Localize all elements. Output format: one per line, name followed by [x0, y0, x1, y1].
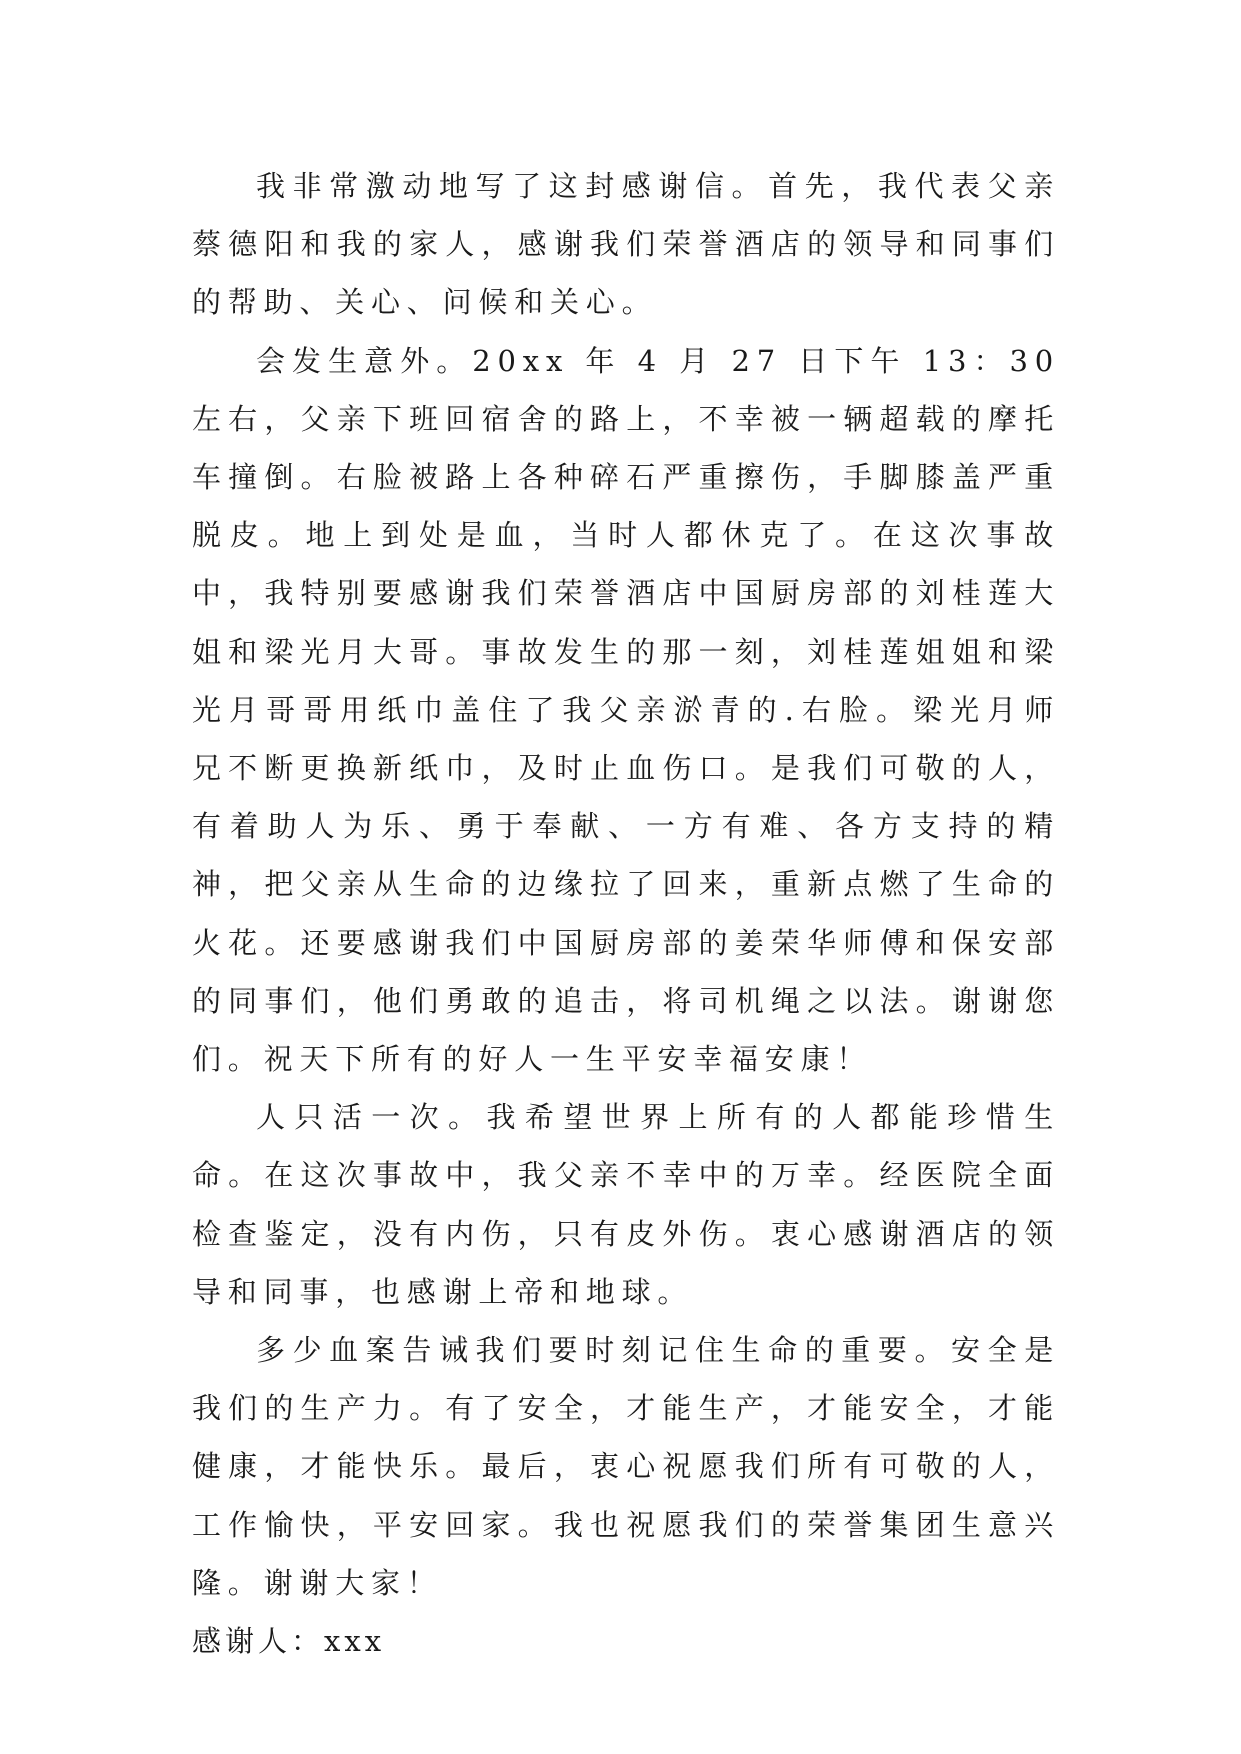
letter-body: [192, 157, 1060, 1670]
paragraph-reflection: 人只活一次。我希望世界上所有的人都能珍惜生命。在这次事故中，我父亲不幸中的万幸。经医院全面检查鉴定，没有内伤，只有皮外伤。衷心感谢酒店的领导和同事，也感谢上帝和地球。: [192, 1100, 1060, 1309]
signature-line: 感谢人：xxx: [192, 1624, 386, 1659]
paragraph-accident: 会发生意外。20xx 年 4 月 27 日下午 13：30 左右，父亲下班回宿舍的路上，不幸被一辆超载的摩托车撞倒。右脸被路上各种碎石严重擦伤，手脚膝盖严重脱皮。地上到处是血，当时人都休克了。在这次事故中，我特别要感谢我们荣誉酒店中国厨房部的刘桂莲大姐和梁光月大哥。事故发生的那一刻，刘桂莲姐姐和梁光月哥哥用纸巾盖住了我父亲淤青的.右脸。梁光月师兄不断更换新纸巾，及时止血伤口。是我们可敬的人，有着助人为乐、勇于奉献、一方有难、各方支持的精神，把父亲从生命的边缘拉了回来，重新点燃了生命的火花。还要感谢我们中国厨房部的姜荣华师傅和保安部的同事们，他们勇敢的追击，将司机绳之以法。谢谢您们。祝天下所有的好人一生平安幸福安康！: [192, 343, 1060, 1077]
paragraph-opening: 我非常激动地写了这封感谢信。首先，我代表父亲蔡德阳和我的家人，感谢我们荣誉酒店的领导和同事们的帮助、关心、问候和关心。: [192, 169, 1060, 320]
paragraph-closing: 多少血案告诫我们要时刻记住生命的重要。安全是我们的生产力。有了安全，才能生产，才能安全，才能健康，才能快乐。最后，衷心祝愿我们所有可敬的人，工作愉快，平安回家。我也祝愿我们的荣誉集团生意兴隆。谢谢大家！: [192, 1333, 1060, 1600]
